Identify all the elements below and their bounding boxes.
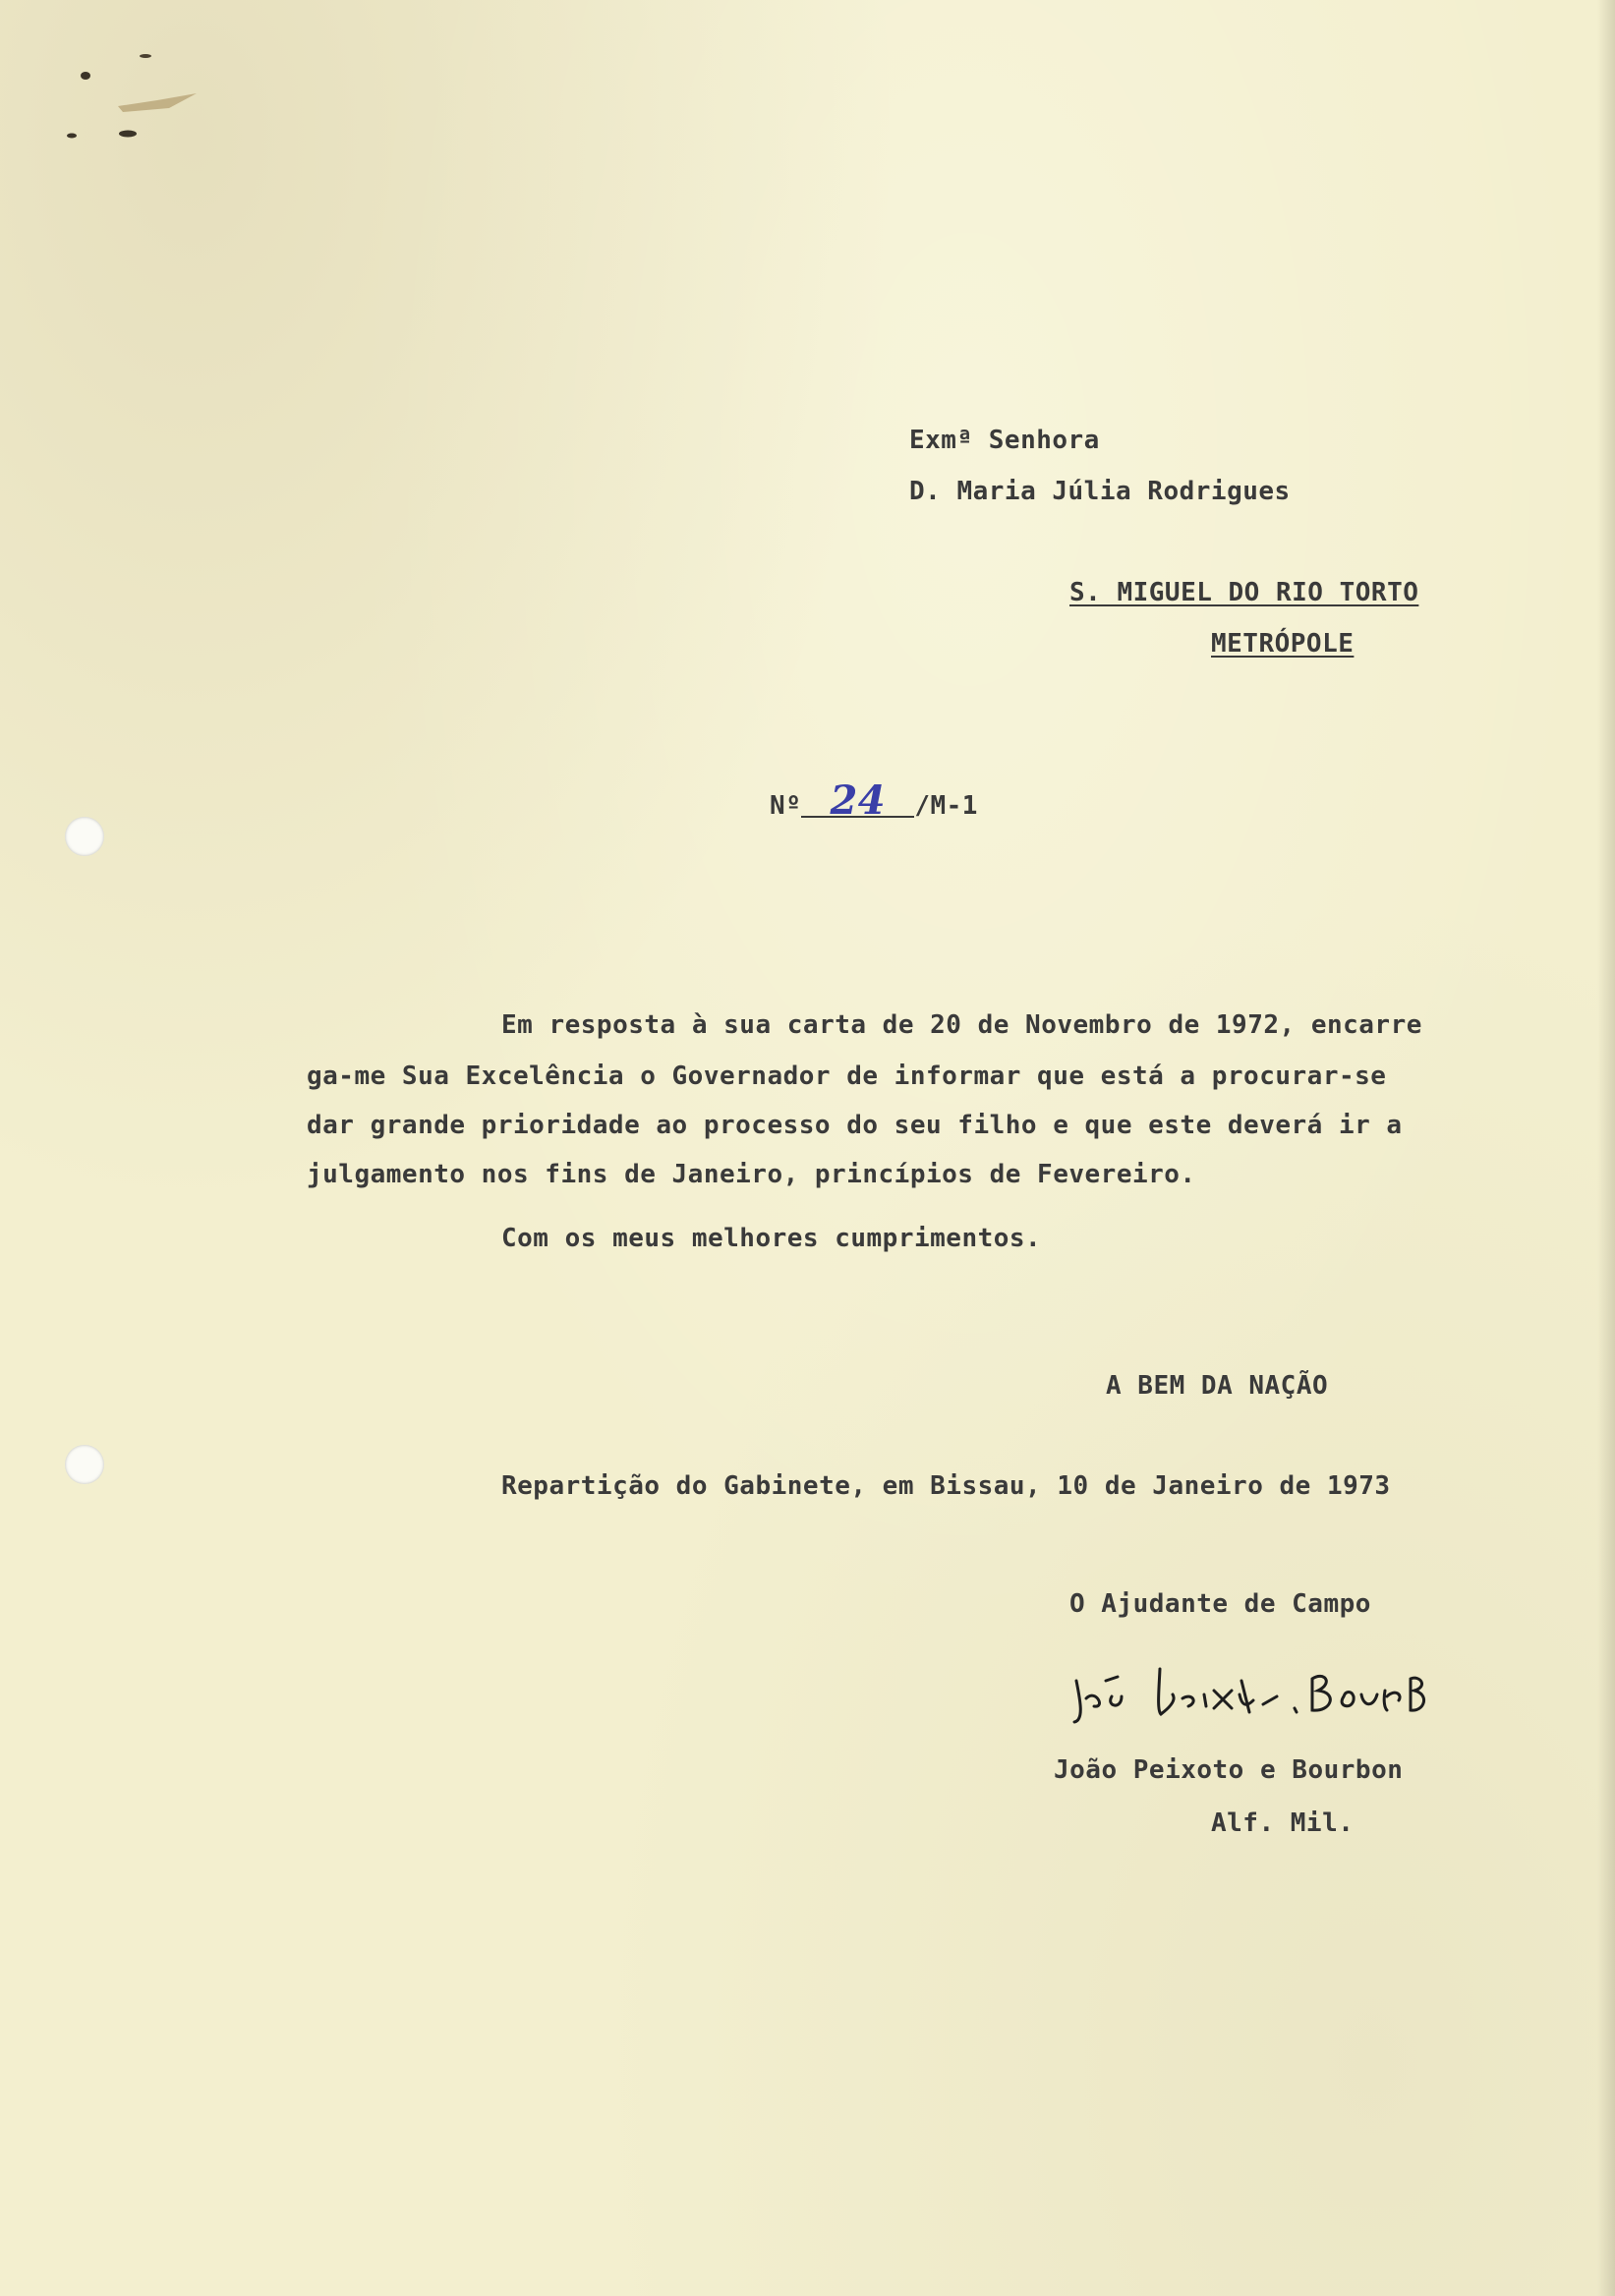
signatory-name: João Peixoto e Bourbon	[1054, 1755, 1404, 1785]
page-edge-shadow	[1597, 0, 1615, 2296]
reference-number	[770, 777, 978, 824]
recipient-title: Exmª Senhora	[909, 426, 1100, 455]
signatory-role: O Ajudante de Campo	[1069, 1589, 1371, 1619]
punch-hole-top	[65, 817, 104, 856]
punch-hole-bottom	[65, 1445, 104, 1484]
signatory-rank: Alf. Mil.	[1211, 1808, 1355, 1838]
reference-handwritten-number: 24	[801, 786, 914, 818]
recipient-country: METRÓPOLE	[1211, 629, 1355, 659]
body-line-1: Em resposta à sua carta de 20 de Novembro de 1972, encarre	[501, 1010, 1422, 1040]
paper-stains	[59, 39, 216, 147]
place-and-date: Repartição do Gabinete, em Bissau, 10 de Janeiro de 1973	[501, 1471, 1391, 1501]
reference-prefix: Nº	[770, 791, 802, 821]
recipient-name: D. Maria Júlia Rodrigues	[909, 477, 1291, 506]
reference-suffix: /M-1	[914, 791, 978, 821]
body-line-4: julgamento nos fins de Janeiro, princípios de Fevereiro.	[307, 1160, 1196, 1189]
recipient-place: S. MIGUEL DO RIO TORTO	[1069, 578, 1419, 607]
body-line-3: dar grande prioridade ao processo do seu filho e que este deverá ir a	[307, 1111, 1403, 1140]
motto: A BEM DA NAÇÃO	[1106, 1371, 1329, 1401]
closing-line: Com os meus melhores cumprimentos.	[501, 1224, 1042, 1253]
handwritten-signature	[1067, 1651, 1440, 1730]
body-line-2: ga-me Sua Excelência o Governador de informar que está a procurar-se	[307, 1062, 1387, 1091]
